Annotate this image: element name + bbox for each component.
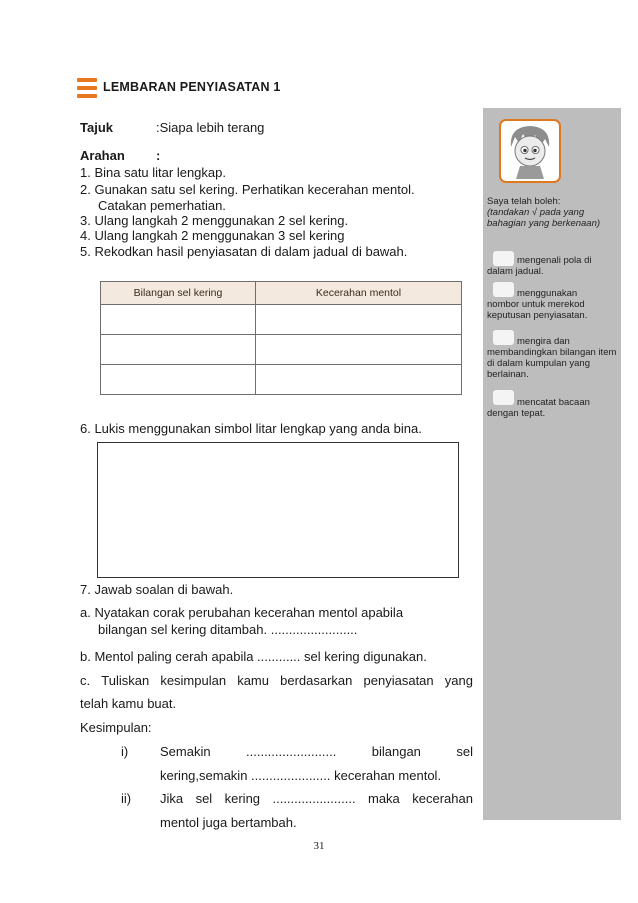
conclusion-ii-cont: mentol juga bertambah. bbox=[160, 815, 297, 830]
question-7a-cont: bilangan sel kering ditambah. ........................ bbox=[98, 622, 358, 637]
word: kecerahan bbox=[412, 791, 473, 806]
question-7c bbox=[80, 672, 473, 689]
tajuk-label: Tajuk bbox=[80, 120, 113, 135]
results-table bbox=[100, 281, 462, 395]
word: Jika bbox=[160, 791, 184, 806]
table-row bbox=[101, 335, 462, 365]
sidebar-note: (tandakan √ pada yang bahagian yang berkenaan) bbox=[487, 207, 601, 229]
word: kering bbox=[224, 791, 261, 806]
question-7b: b. Mentol paling cerah apabila ............ sel kering digunakan. bbox=[80, 649, 427, 664]
table-cell[interactable] bbox=[101, 365, 256, 395]
word: kesimpulan bbox=[160, 673, 227, 688]
table-cell[interactable] bbox=[256, 365, 462, 395]
step-2: 2. Gunakan satu sel kering. Perhatikan kecerahan mentol. bbox=[80, 182, 415, 197]
question-7a: a. Nyatakan corak perubahan kecerahan mentol apabila bbox=[80, 605, 404, 620]
item-i-number: i) bbox=[121, 744, 129, 759]
word: penyiasatan bbox=[363, 673, 434, 688]
word: berdasarkan bbox=[280, 673, 353, 688]
word: ......................... bbox=[246, 744, 337, 759]
conclusion-i-cont: kering,semakin ...................... kecerahan mentol. bbox=[160, 768, 442, 783]
checkbox[interactable] bbox=[493, 390, 514, 405]
word: c. bbox=[80, 673, 91, 688]
step-2-cont: Catakan pemerhatian. bbox=[98, 198, 226, 213]
avatar bbox=[499, 119, 561, 183]
word: yang bbox=[444, 673, 473, 688]
checkbox[interactable] bbox=[493, 330, 514, 345]
word: Semakin bbox=[160, 744, 211, 759]
table-cell[interactable] bbox=[101, 335, 256, 365]
skill-1-cont: dalam jadual. bbox=[487, 266, 544, 277]
word: bilangan bbox=[371, 744, 421, 759]
word: maka bbox=[368, 791, 400, 806]
skill-4: mencatat bacaan bbox=[517, 397, 590, 408]
table-row bbox=[101, 365, 462, 395]
column-header-cells: Bilangan sel kering bbox=[101, 282, 256, 305]
skill-4-cont: dengan tepat. bbox=[487, 408, 546, 419]
conclusion-ii bbox=[160, 790, 473, 807]
question-7c-cont: telah kamu buat. bbox=[80, 696, 177, 711]
word: Tuliskan bbox=[101, 673, 150, 688]
step-5: 5. Rekodkan hasil penyiasatan di dalam jadual di bawah. bbox=[80, 244, 408, 259]
checkbox[interactable] bbox=[493, 282, 514, 297]
question-7-intro: 7. Jawab soalan di bawah. bbox=[80, 582, 234, 597]
step-1: 1. Bina satu litar lengkap. bbox=[80, 165, 226, 180]
arahan-label: Arahan bbox=[80, 148, 125, 163]
word: sel bbox=[195, 791, 213, 806]
skill-2-cont: nombor untuk merekod keputusan penyiasatan. bbox=[487, 299, 588, 321]
item-ii-number: ii) bbox=[121, 791, 132, 806]
skill-2: menggunakan bbox=[517, 288, 578, 299]
tajuk-value: :Siapa lebih terang bbox=[156, 120, 265, 135]
column-header-brightness: Kecerahan mentol bbox=[256, 282, 462, 305]
worksheet-title: LEMBARAN PENYIASATAN 1 bbox=[103, 80, 281, 94]
cartoon-boy-icon bbox=[501, 121, 559, 181]
arahan-colon: : bbox=[156, 148, 161, 163]
table-cell[interactable] bbox=[256, 335, 462, 365]
skill-3-cont: membandingkan bilangan item di dalam kumpulan yang berlainan. bbox=[487, 347, 617, 380]
table-row bbox=[101, 305, 462, 335]
skill-3: mengira dan bbox=[517, 336, 570, 347]
table-cell[interactable] bbox=[256, 305, 462, 335]
skill-1: mengenali pola di bbox=[517, 255, 592, 266]
conclusion-i bbox=[160, 743, 473, 760]
word: kamu bbox=[237, 673, 269, 688]
checkbox[interactable] bbox=[493, 251, 514, 266]
drawing-box[interactable] bbox=[97, 442, 459, 578]
sidebar-intro: Saya telah boleh: bbox=[487, 196, 561, 207]
word: sel bbox=[456, 744, 473, 759]
page-number: 31 bbox=[313, 840, 325, 852]
table-header-row bbox=[101, 282, 462, 305]
menu-icon bbox=[77, 78, 97, 98]
kesimpulan-label: Kesimpulan: bbox=[80, 720, 152, 735]
table-cell[interactable] bbox=[101, 305, 256, 335]
step-3: 3. Ulang langkah 2 menggunakan 2 sel kering. bbox=[80, 213, 349, 228]
word: ....................... bbox=[272, 791, 356, 806]
step-4: 4. Ulang langkah 2 menggunakan 3 sel kering bbox=[80, 228, 345, 243]
question-6: 6. Lukis menggunakan simbol litar lengkap yang anda bina. bbox=[80, 421, 422, 436]
